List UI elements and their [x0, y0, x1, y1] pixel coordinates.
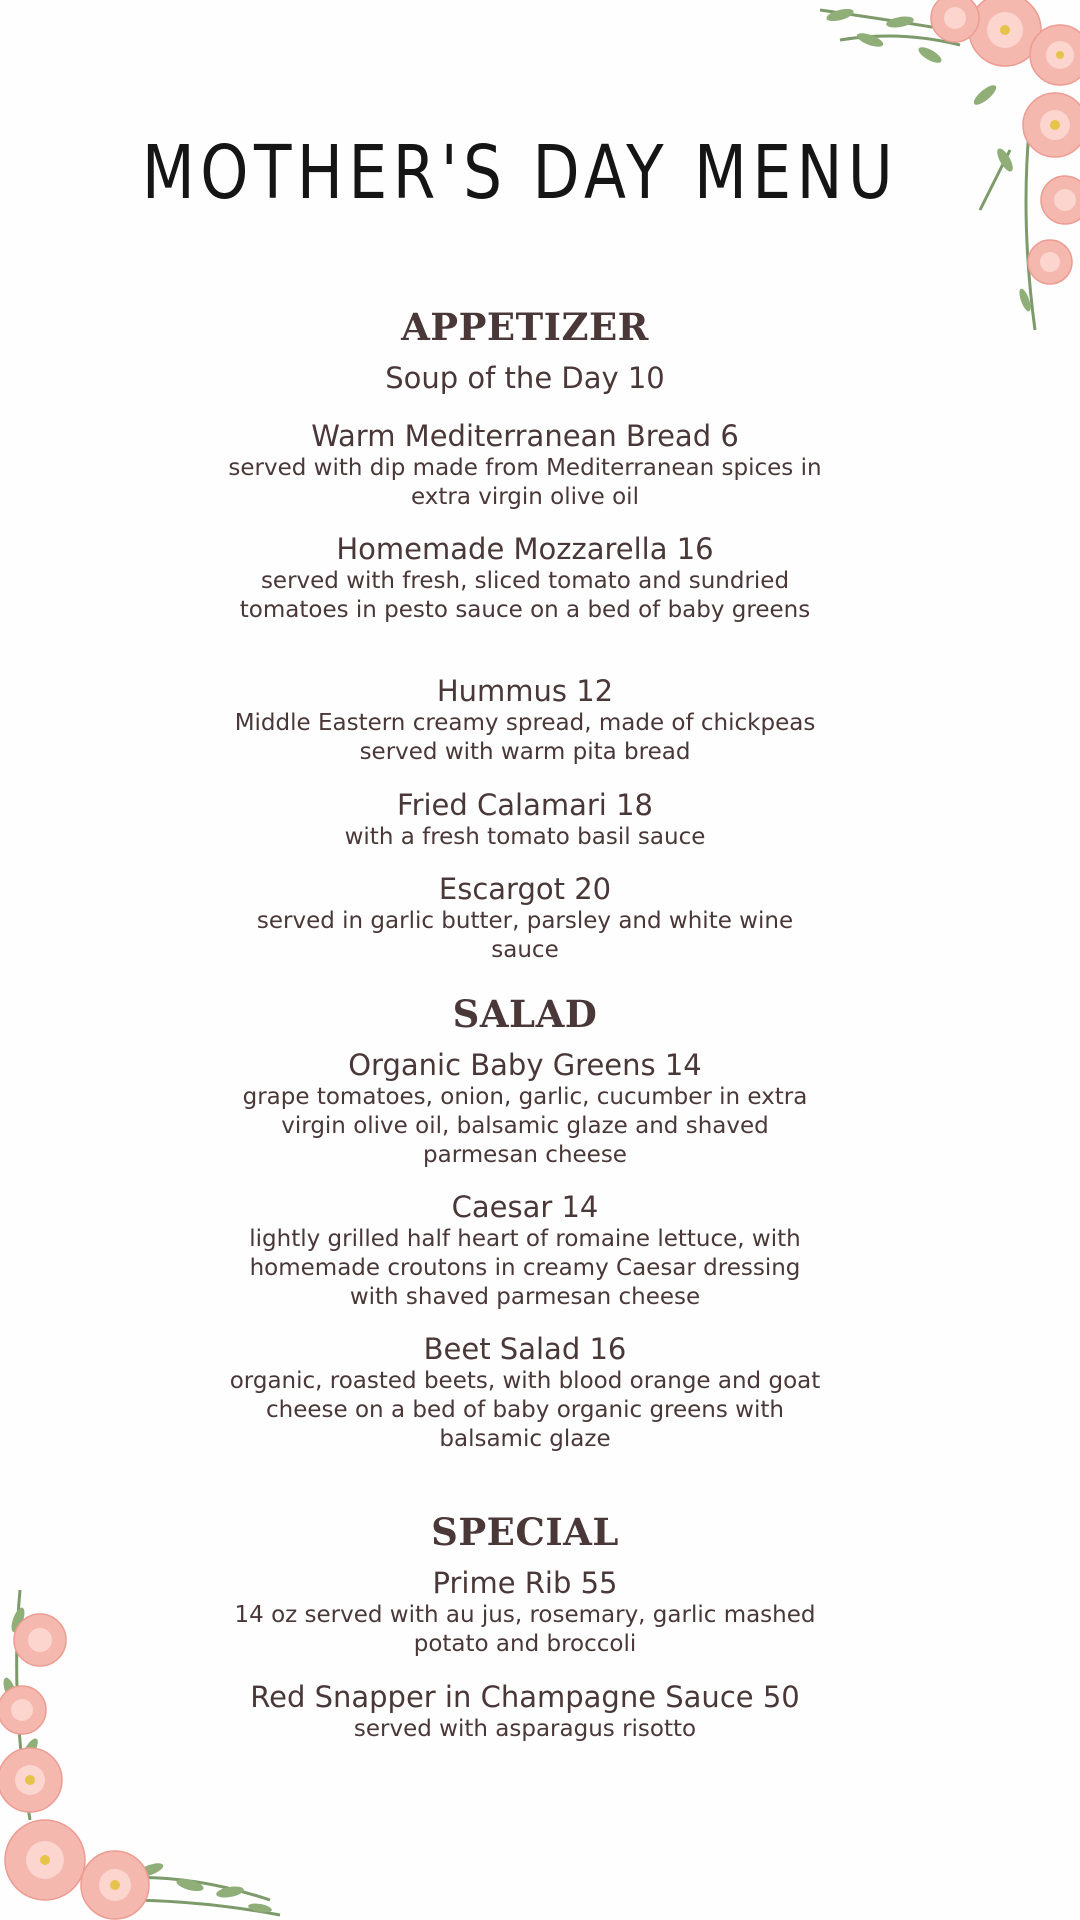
menu-title: MOTHER'S DAY MENU	[141, 130, 899, 216]
item-description: 14 oz served with au jus, rosemary, garlic mashed potato and broccoli	[234, 1602, 816, 1657]
item-description: organic, roasted beets, with blood orange and goat cheese on a bed of baby organic greens with balsamic glaze	[229, 1368, 821, 1452]
menu-item	[0, 531, 1050, 625]
menu-item	[0, 1679, 1050, 1744]
item-name: Prime Rib 55	[432, 1566, 618, 1600]
menu-item	[0, 1189, 1050, 1312]
item-description: served with fresh, sliced tomato and sundried tomatoes in pesto sauce on a bed of baby greens	[239, 568, 811, 623]
menu-item	[0, 787, 1050, 852]
item-description: served in garlic butter, parsley and white wine sauce	[256, 908, 794, 963]
item-name: Fried Calamari 18	[397, 788, 653, 822]
item-description: lightly grilled half heart of romaine lettuce, with homemade croutons in creamy Caesar dressing with shaved parmesan cheese	[249, 1226, 801, 1310]
item-description: with a fresh tomato basil sauce	[344, 824, 706, 850]
item-name: Hummus 12	[436, 674, 614, 708]
menu-item	[0, 673, 1050, 767]
item-description: Middle Eastern creamy spread, made of chickpeas served with warm pita bread	[234, 710, 816, 765]
item-description: served with asparagus risotto	[353, 1716, 697, 1742]
menu-item	[0, 1331, 1050, 1454]
section-heading-special: SPECIAL	[431, 1510, 619, 1554]
menu-item	[0, 1047, 1050, 1170]
section-heading-appetizer: APPETIZER	[401, 305, 649, 349]
menu-item	[0, 418, 1050, 512]
item-name: Soup of the Day 10	[385, 361, 665, 395]
item-description: grape tomatoes, onion, garlic, cucumber in extra virgin olive oil, balsamic glaze and shaved parmesan cheese	[242, 1084, 808, 1168]
item-name: Homemade Mozzarella 16	[336, 532, 714, 566]
item-name: Red Snapper in Champagne Sauce 50	[250, 1680, 800, 1714]
menu-item	[0, 360, 1050, 396]
item-name: Beet Salad 16	[423, 1332, 627, 1366]
item-name: Organic Baby Greens 14	[348, 1048, 702, 1082]
section-heading-salad: SALAD	[452, 992, 598, 1036]
item-name: Caesar 14	[451, 1190, 599, 1224]
item-name: Warm Mediterranean Bread 6	[311, 419, 739, 453]
item-name: Escargot 20	[438, 872, 612, 906]
item-description: served with dip made from Mediterranean spices in extra virgin olive oil	[228, 455, 822, 510]
menu-item	[0, 1565, 1050, 1659]
menu-item	[0, 871, 1050, 965]
